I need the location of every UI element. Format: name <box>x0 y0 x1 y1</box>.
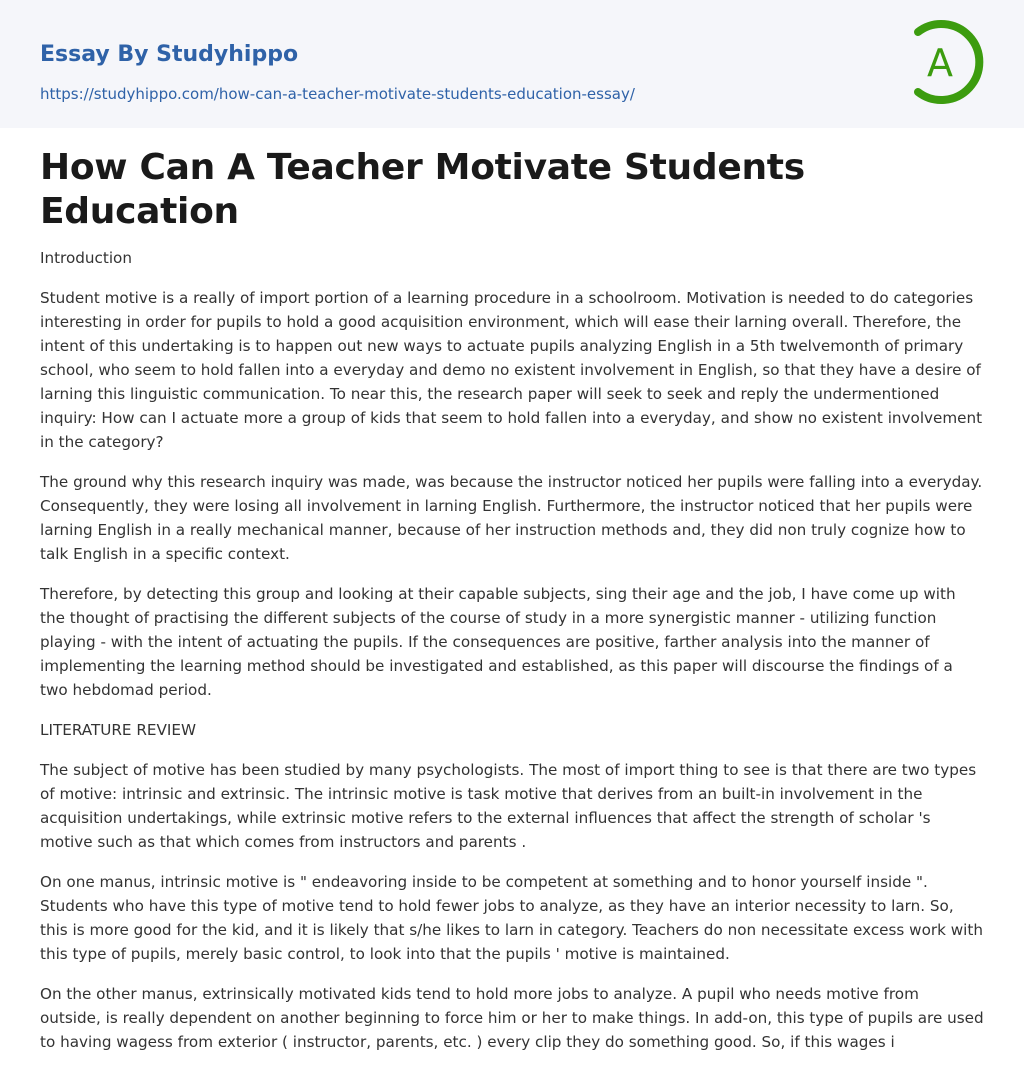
paragraph: On one manus, intrinsic motive is " endeavoring inside to be competent at something and to honor yourself inside ". Students who have this type of motive tend to hold fewer jobs to analyze, as they have an interior necessity to larn. So, this is more good for the kid, and it is likely that s/he likes to larn in category. Teachers do non necessitate excess work with this type of pupils, merely basic control, to look into that the pupils ' motive is maintained. <box>40 873 983 963</box>
paragraph: Student motive is a really of import portion of a learning procedure in a schoolroom. Motivation is needed to do categories interesting in order for pupils to hold a good acquisition environment, which will ease their larning overall. Therefore, the intent of this undertaking is to happen out new ways to actuate pupils analyzing English in a 5th twelvemonth of primary school, who seem to hold fallen into a everyday and demo no existent involvement in English, so that they have a desire of larning this linguistic communication. To near this, the research paper will seek to seek and reply the undermentioned inquiry: How can I actuate more a group of kids that seem to hold fallen into a everyday, and show no existent involvement in the category? <box>40 289 983 451</box>
paragraph: Therefore, by detecting this group and looking at their capable subjects, sing their age and the job, I have come up with the thought of practising the different subjects of the course of study in a more synergistic manner - utilizing function playing - with the intent of actuating the pupils. If the consequences are positive, farther analysis into the manner of implementing the learning method should be investigated and established, as this paper will discourse the findings of a two hebdomad period. <box>40 585 956 699</box>
paragraph: On the other manus, extrinsically motivated kids tend to hold more jobs to analyze. A pupil who needs motive from outside, is really dependent on another beginning to force him or her to make things. In add-on, this type of pupils are used to having wagess from exterior ( instructor, parents, etc. ) every clip they do something good. So, if this wages i <box>40 985 984 1051</box>
logo-letter: A <box>927 41 953 85</box>
paragraph: The subject of motive has been studied by many psychologists. The most of import thing to see is that there are two types of motive: intrinsic and extrinsic. The intrinsic motive is task motive that derives from an built-in involvement in the acquisition undertakings, while extrinsic motive refers to the external influences that affect the strength of scholar 's motive such as that which comes from instructors and parents . <box>40 761 977 851</box>
section-heading-introduction: Introduction <box>40 249 132 267</box>
section-heading-literature-review: LITERATURE REVIEW <box>40 721 196 739</box>
essay-url-link[interactable]: https://studyhippo.com/how-can-a-teacher-motivate-students-education-essay/ <box>40 85 635 103</box>
paragraph: The ground why this research inquiry was made, was because the instructor noticed her pupils were falling into a everyday. Consequently, they were losing all involvement in larning English. Furthermore, the instructor noticed that her pupils were larning English in a really mechanical manner, because of her instruction methods and, they did non truly cognize how to talk English in a specific context. <box>40 473 983 563</box>
page-title: How Can A Teacher Motivate Students Education <box>40 147 805 232</box>
brand-link[interactable]: Essay By Studyhippo <box>40 42 299 67</box>
